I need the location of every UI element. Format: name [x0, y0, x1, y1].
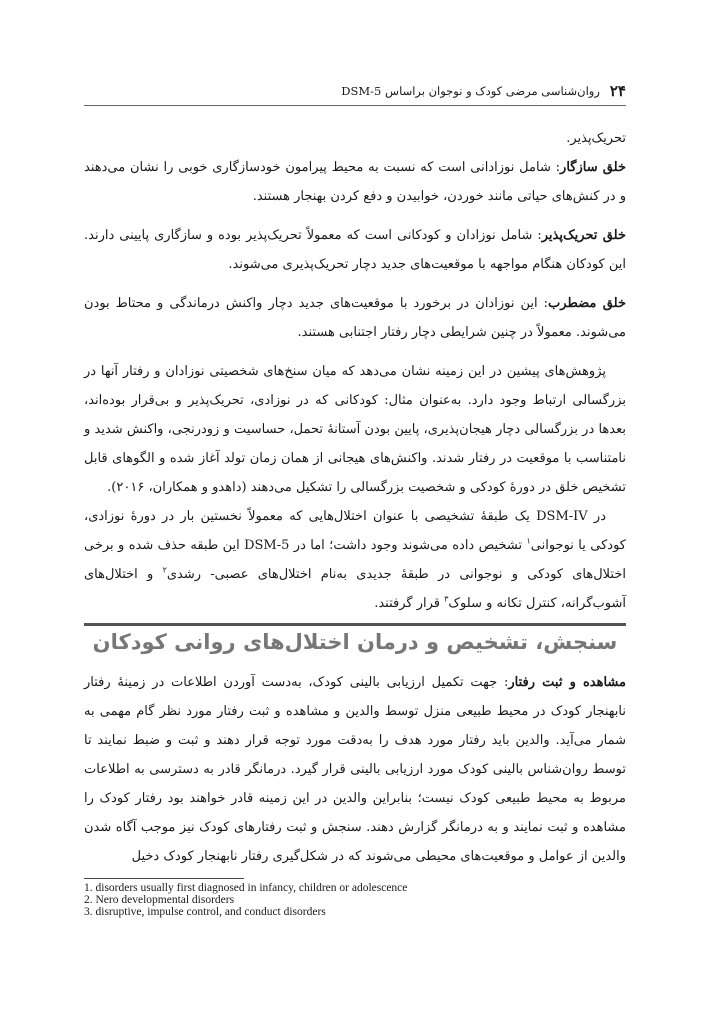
paragraph-text: در DSM-IV یک طبقهٔ تشخیصی با عنوان اختلال‌هایی که معمولاً نخستین بار در دورهٔ نوزادی، کودکی یا نوجوانی — [84, 509, 626, 553]
paragraph-text: : جهت تکمیل ارزیابی بالینی کودک، به‌دست آوردن اطلاعات در زمینهٔ رفتار نابهنجار کودک در محیط طبیعی منزل توسط والدین و مشاهده و ثبت رفتار مورد نظر گام مهمی به شمار می‌آید. والدین باید رفتار مورد هدف را به‌دقت مورد توجه قرار دهند و ثبت و ضبط نمایند تا توسط روان‌شناس بالینی کودک مورد ارزیابی بالینی قرار گیرد. درمانگر قادر به دسترسی به اطلاعات مربوط به محیط طبیعی کودک نیست؛ بنابراین والدین در این زمینه قادر خواهند بود رفتار کودک را مشاهده و ثبت نمایند و به درمانگر گزارش دهند. سنجش و ثبت رفتارهای کودک نیز موجب آگاه شدن والدین از عوامل و موقعیت‌های محیطی می‌شوند که در شکل‌گیری رفتار نابهنجار کودک دخیل — [84, 675, 626, 864]
term-irritable-mood: خلق تحریک‌پذیر — [541, 228, 626, 243]
footnote-2: 2. Nero developmental disorders — [84, 894, 235, 906]
text-block-upper — [84, 124, 626, 618]
running-header — [84, 80, 626, 106]
footnotes — [84, 882, 407, 918]
footnote-divider — [84, 878, 244, 879]
footnote-3: 3. disruptive, impulse control, and conduct disorders — [84, 906, 326, 918]
footnote-ref-1: ۱ — [526, 536, 531, 546]
paragraph-continuation: تحریک‌پذیر. — [566, 131, 626, 146]
footnote-ref-2: ۲ — [162, 565, 167, 575]
text-block-lower — [84, 668, 626, 871]
footnote-ref-3: ۳ — [444, 594, 449, 604]
paragraph-text: تشخیص داده می‌شوند وجود داشت؛ اما در DSM-5 این طبقه حذف شده و برخی اختلال‌های کودکی و نوجوانی در طبقهٔ جدیدی به‌نام اختلال‌های عصبی- رشدی — [84, 538, 626, 582]
paragraph-dsm — [84, 502, 626, 618]
paragraph-irritable-mood — [84, 221, 626, 279]
paragraph-text: : شامل نوزادان و کودکانی است که معمولاً تحریک‌پذیر بوده و سازگاری پایینی دارند. این کودکان هنگام مواجهه با موقعیت‌های جدید دچار تحریک‌پذیری می‌شوند. — [84, 228, 626, 272]
paragraph-text: : شامل نوزادانی است که نسبت به محیط پیرامون خودسازگاری خوبی را نشان می‌دهند و در کنش‌های حیاتی مانند خوردن، خوابیدن و دفع کردن بهنجار هستند. — [84, 160, 626, 204]
running-header-title: روان‌شناسی مرضی کودک و نوجوان براساس DSM-5 — [341, 84, 600, 98]
paragraph-research: پژوهش‌های پیشین در این زمینه نشان می‌دهد که میان سنخ‌های شخصیتی نوزادان و رفتار آنها در بزرگسالی ارتباط وجود دارد. به‌عنوان مثال: کودکانی که در نوزادی، تحریک‌پذیر و بی‌قرار بوده‌اند، بعدها در بزرگسالی دچار هیجان‌پذیری، پایین بودن آستانهٔ تحمل، حساسیت و زودرنجی، واکنش شدید و نامتناسب با موقعیت در رفتار شدند. واکنش‌های هیجانی از همان زمان تولد آغاز شده و الگوهای قابل تشخیص خلق در دورهٔ کودکی و شخصیت بزرگسالی را تشکیل می‌دهند (داهدو و همکاران، ۲۰۱۶). — [84, 364, 626, 495]
term-anxious-mood: خلق مضطرب — [548, 296, 626, 311]
footnote-1: 1. disorders usually first diagnosed in infancy, children or adolescence — [84, 882, 408, 894]
term-observation: مشاهده و ثبت رفتار — [508, 675, 626, 690]
section-divider — [84, 623, 626, 626]
paragraph-text: : این نوزادان در برخورد با موقعیت‌های جدید دچار واکنش درماندگی و محتاط بودن می‌شوند. معمولاً در چنین شرایطی دچار رفتار اجتنابی هستند. — [84, 296, 626, 340]
paragraph-anxious-mood — [84, 289, 626, 347]
paragraph-text: و اختلال‌های آشوب‌گرانه، کنترل تکانه و سلوک — [84, 567, 626, 611]
page-number: ۲۴ — [609, 82, 626, 100]
section-heading: سنجش، تشخیص و درمان اختلال‌های روانی کودکان — [92, 630, 618, 654]
paragraph-observation — [84, 668, 626, 871]
paragraph-adaptive-mood — [84, 153, 626, 211]
paragraph-text: قرار گرفتند. — [374, 596, 445, 611]
term-adaptive-mood: خلق سازگار — [560, 160, 626, 175]
